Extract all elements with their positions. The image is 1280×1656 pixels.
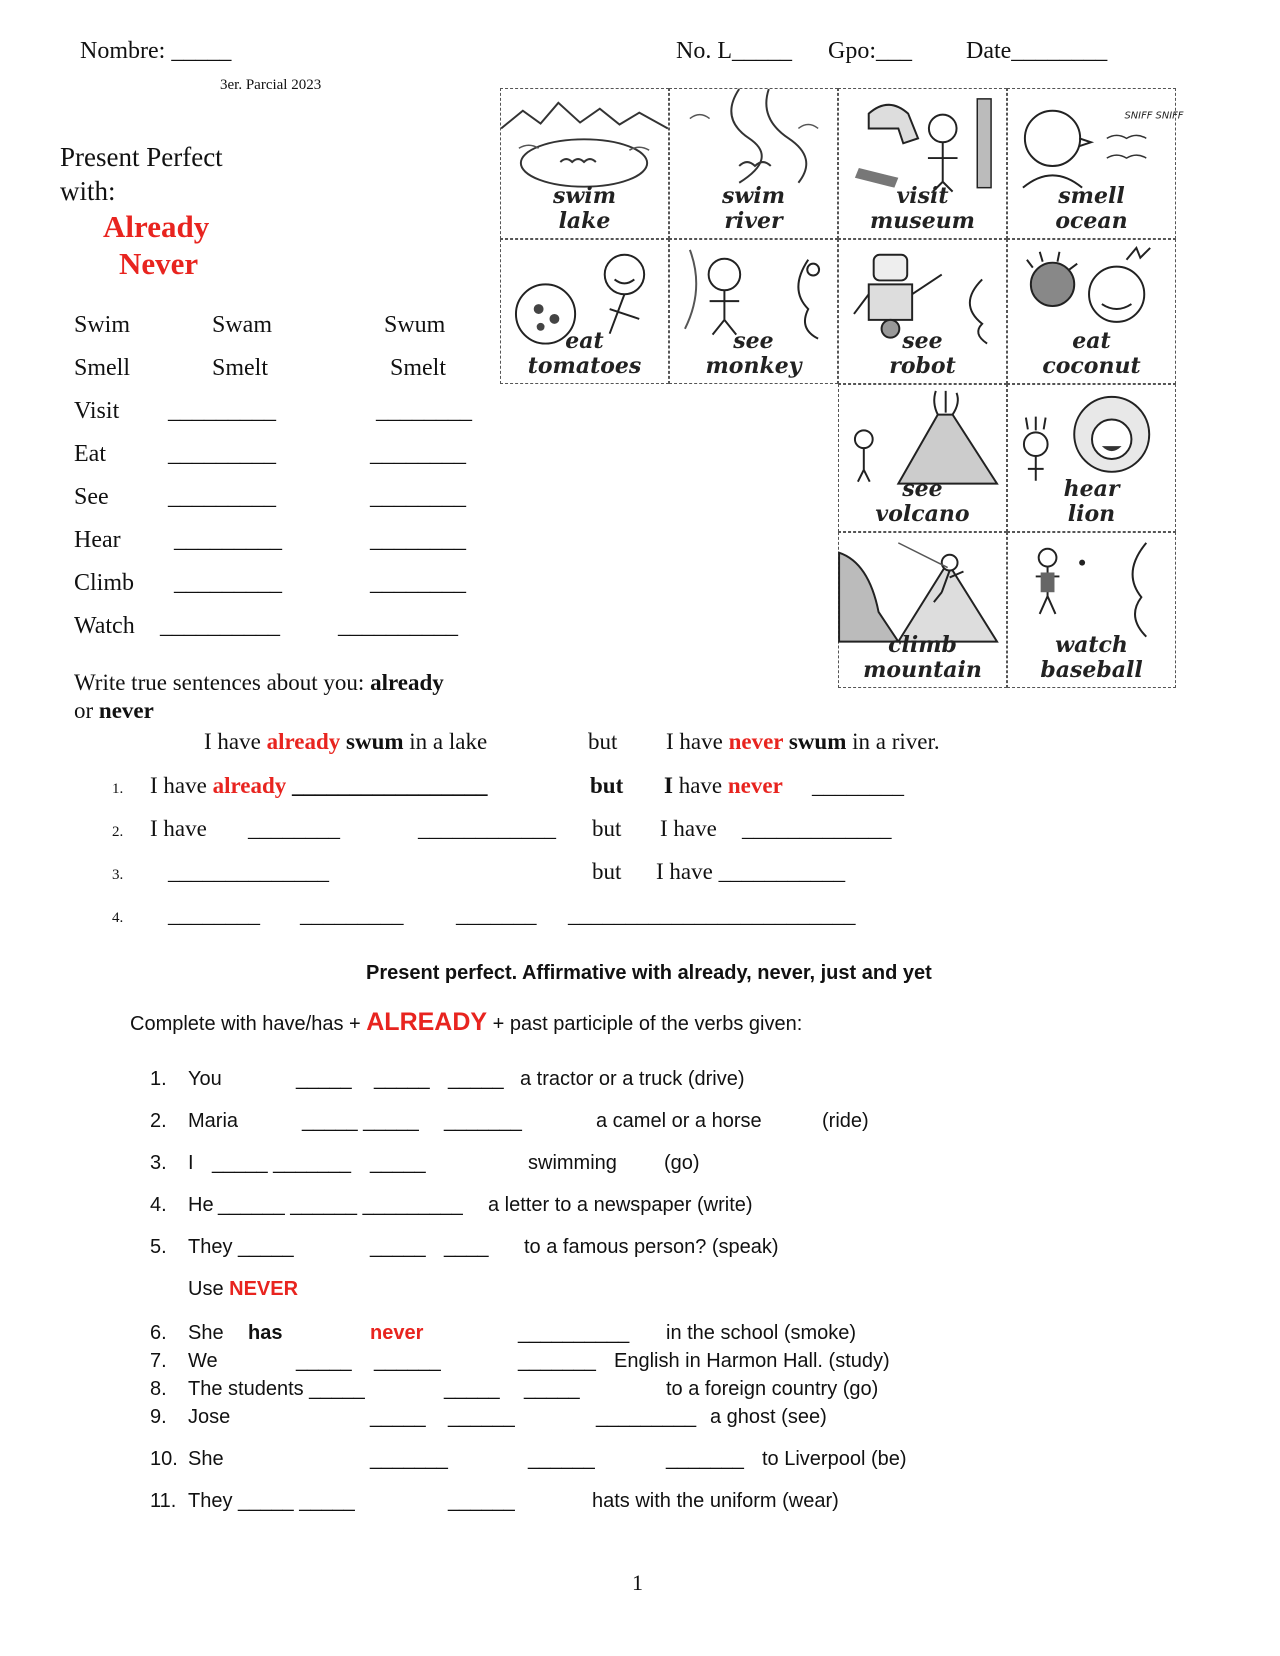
verb-participle: Swum bbox=[384, 312, 446, 338]
topic-title: Present Perfect bbox=[60, 142, 223, 172]
item-number: 11. bbox=[150, 1490, 177, 1512]
item-number: 4. bbox=[150, 1194, 167, 1216]
example-text: I have bbox=[666, 729, 729, 754]
item-rest: hats with the uniform (wear) bbox=[592, 1490, 839, 1512]
verb-past: Smelt bbox=[212, 355, 269, 381]
item-blank[interactable]: _____ bbox=[296, 1350, 352, 1372]
sentence-text: have bbox=[672, 773, 728, 798]
sentence-but: but bbox=[590, 773, 624, 798]
sentence-blank[interactable]: _____________ bbox=[742, 816, 892, 841]
name-field[interactable]: Nombre: _____ bbox=[80, 38, 232, 64]
verb-past-blank[interactable]: _________ bbox=[174, 527, 282, 553]
verb-base: Watch bbox=[74, 613, 135, 639]
item-number: 10. bbox=[150, 1448, 178, 1470]
item-number: 1. bbox=[150, 1068, 167, 1090]
caption-line2: volcano bbox=[875, 501, 970, 527]
example-already: already bbox=[266, 729, 341, 754]
sentences-instruction bbox=[74, 669, 494, 725]
item-subject: Maria bbox=[188, 1110, 239, 1132]
instruction-already: ALREADY bbox=[366, 1008, 488, 1036]
caption-line2: lion bbox=[1067, 501, 1116, 527]
item-blank[interactable]: _________ bbox=[596, 1406, 697, 1428]
verb-past-blank[interactable]: _________ bbox=[174, 570, 282, 596]
sentence-blank[interactable]: ____________ bbox=[418, 816, 556, 841]
item-rest: to Liverpool (be) bbox=[762, 1448, 907, 1470]
item-blank[interactable]: ______ bbox=[448, 1490, 515, 1512]
item-rest: to a famous person? (speak) bbox=[524, 1236, 779, 1258]
item-rest: in the school (smoke) bbox=[666, 1322, 857, 1344]
caption-line2: ocean bbox=[1055, 208, 1128, 234]
item-subject: I bbox=[188, 1152, 194, 1174]
date-field[interactable]: Date________ bbox=[966, 38, 1108, 64]
sentence-number: 2. bbox=[112, 824, 124, 840]
example-never: never bbox=[728, 729, 784, 754]
verb-base: Climb bbox=[74, 570, 135, 596]
verb-base: Eat bbox=[74, 441, 106, 467]
caption-line1: swim bbox=[553, 183, 616, 209]
verb-base: See bbox=[74, 484, 109, 510]
item-verb: (ride) bbox=[822, 1110, 869, 1132]
item-blank[interactable]: ______ bbox=[528, 1448, 595, 1470]
sentence-text: I have bbox=[150, 773, 213, 798]
item-never: never bbox=[370, 1322, 424, 1344]
sentence-already: already bbox=[212, 773, 287, 798]
item-subject: He bbox=[188, 1194, 214, 1216]
item-blank[interactable]: ____ bbox=[444, 1236, 489, 1258]
example-but: but bbox=[588, 729, 618, 754]
group-field[interactable]: Gpo:___ bbox=[828, 38, 912, 64]
sentence-blank[interactable]: _______ bbox=[456, 902, 537, 927]
caption-line1: see bbox=[902, 476, 943, 502]
caption-line2: lake bbox=[558, 208, 611, 234]
instruction-or: or bbox=[74, 698, 99, 723]
verb-past-blank[interactable]: _________ bbox=[168, 484, 276, 510]
item-rest: a tractor or a truck (drive) bbox=[520, 1068, 745, 1090]
verb-base: Visit bbox=[74, 398, 120, 424]
verb-past: Swam bbox=[212, 312, 272, 338]
item-subject: We bbox=[188, 1350, 218, 1372]
item-rest: to a foreign country (go) bbox=[666, 1378, 879, 1400]
item-blank[interactable]: _____ bbox=[374, 1068, 430, 1090]
sentence-text: I have ___________ bbox=[656, 859, 846, 884]
example-verb: swum bbox=[783, 729, 847, 754]
sentence-blank[interactable]: ________ bbox=[812, 773, 904, 798]
example-right bbox=[666, 729, 940, 755]
sentence-number: 1. bbox=[112, 781, 124, 797]
verb-participle: Smelt bbox=[390, 355, 447, 381]
sentence-number: 4. bbox=[112, 910, 124, 926]
sniff-sound-text: SNIFF SNIFF bbox=[1124, 110, 1184, 122]
picture-eat-coconut bbox=[1007, 239, 1176, 384]
verb-base: Smell bbox=[74, 355, 131, 381]
item-blank[interactable]: _____ bbox=[370, 1406, 426, 1428]
caption-line1: eat bbox=[1072, 328, 1111, 354]
picture-watch-baseball bbox=[1007, 532, 1176, 688]
verb-participle-blank[interactable]: ________ bbox=[376, 398, 472, 424]
verb-participle-blank[interactable]: ________ bbox=[370, 484, 466, 510]
picture-swim-river bbox=[669, 88, 838, 239]
item-blank[interactable]: _____ bbox=[370, 1236, 426, 1258]
item-subject: Jose bbox=[188, 1406, 231, 1428]
item-rest: a camel or a horse bbox=[596, 1110, 762, 1132]
verb-participle-blank[interactable]: __________ bbox=[338, 613, 458, 639]
caption-line1: watch bbox=[1055, 632, 1128, 658]
item-blank[interactable]: _______ bbox=[370, 1448, 448, 1470]
verb-base: Swim bbox=[74, 312, 131, 338]
item-number: 8. bbox=[150, 1378, 167, 1400]
example-left bbox=[204, 729, 487, 755]
picture-hear-lion bbox=[1007, 384, 1176, 532]
item-subject: They _____ _____ bbox=[188, 1490, 355, 1512]
sentence-blank[interactable]: ________ bbox=[248, 816, 340, 841]
sentence-blank[interactable]: _________________ bbox=[286, 773, 488, 798]
instruction-already: already bbox=[370, 670, 444, 695]
picture-see-robot bbox=[838, 239, 1007, 384]
item-rest: a letter to a newspaper (write) bbox=[488, 1194, 753, 1216]
example-text: in a lake bbox=[403, 729, 488, 754]
verb-past-blank[interactable]: _________ bbox=[168, 398, 276, 424]
caption-line2: mountain bbox=[863, 657, 982, 683]
item-rest: a ghost (see) bbox=[710, 1406, 827, 1428]
caption-line2: monkey bbox=[705, 353, 802, 379]
example-text: in a river. bbox=[846, 729, 940, 754]
item-blank[interactable]: _____ bbox=[524, 1378, 580, 1400]
sentence-blank[interactable]: _________ bbox=[300, 902, 404, 927]
topic-never: Never bbox=[119, 246, 199, 281]
item-number: 6. bbox=[150, 1322, 167, 1344]
sentence-but: but bbox=[592, 816, 622, 841]
caption-line1: see bbox=[902, 328, 943, 354]
verb-participle-blank[interactable]: ________ bbox=[370, 570, 466, 596]
item-subject: She bbox=[188, 1448, 224, 1470]
item-has: has bbox=[248, 1322, 283, 1344]
verb-past-blank[interactable]: _________ bbox=[168, 441, 276, 467]
use-never-label bbox=[188, 1278, 298, 1301]
caption-line2: baseball bbox=[1040, 657, 1143, 683]
item-subject: She bbox=[188, 1322, 224, 1344]
use-never: NEVER bbox=[229, 1278, 299, 1300]
verb-past-blank[interactable]: __________ bbox=[160, 613, 280, 639]
caption-line2: museum bbox=[870, 208, 975, 234]
caption-line1: visit bbox=[896, 183, 949, 209]
item-number: 7. bbox=[150, 1350, 167, 1372]
instruction-text: Write true sentences about you: bbox=[74, 670, 371, 695]
item-blank[interactable]: ______ bbox=[374, 1350, 441, 1372]
sentence-blank[interactable]: _________________________ bbox=[568, 902, 856, 927]
example-verb: swum bbox=[340, 729, 404, 754]
item-subject: You bbox=[188, 1068, 222, 1090]
item-blank[interactable]: _______ bbox=[666, 1448, 744, 1470]
page-number: 1 bbox=[632, 1570, 643, 1595]
caption-line1: swim bbox=[722, 183, 785, 209]
item-blank[interactable]: _______ bbox=[444, 1110, 522, 1132]
item-rest: swimming bbox=[528, 1152, 617, 1174]
exercise-instruction bbox=[130, 1008, 802, 1037]
list-number-field[interactable]: No. L_____ bbox=[676, 38, 792, 64]
sentence-text: I have bbox=[150, 816, 207, 841]
sentence-left bbox=[150, 773, 488, 799]
caption-line2: robot bbox=[889, 353, 956, 379]
item-blank[interactable]: _____ bbox=[448, 1068, 504, 1090]
partial-label: 3er. Parcial 2023 bbox=[220, 77, 322, 93]
topic-already: Already bbox=[103, 209, 210, 244]
verb-participle-blank[interactable]: ________ bbox=[370, 527, 466, 553]
caption-line1: eat bbox=[565, 328, 604, 354]
sentence-text: I have bbox=[660, 816, 717, 841]
item-blank[interactable]: _____ _______ bbox=[212, 1152, 352, 1174]
picture-swim-lake bbox=[500, 88, 669, 239]
item-blank[interactable]: _______ bbox=[518, 1350, 596, 1372]
sentence-number: 3. bbox=[112, 867, 124, 883]
item-blank[interactable]: _____ bbox=[296, 1068, 352, 1090]
picture-smell-ocean bbox=[1007, 88, 1184, 239]
verb-participle-blank[interactable]: ________ bbox=[370, 441, 466, 467]
verb-base: Hear bbox=[74, 527, 121, 553]
example-text: I have bbox=[204, 729, 267, 754]
caption-line1: see bbox=[733, 328, 774, 354]
sentence-but: but bbox=[592, 859, 622, 884]
picture-eat-tomatoes bbox=[500, 239, 669, 384]
use-text: Use bbox=[188, 1278, 230, 1300]
item-subject: They _____ bbox=[188, 1236, 294, 1258]
sentence-text: I bbox=[664, 773, 673, 798]
item-blank[interactable]: ______ bbox=[448, 1406, 515, 1428]
item-number: 2. bbox=[150, 1110, 167, 1132]
item-blank[interactable]: ______ ______ _________ bbox=[218, 1194, 463, 1216]
picture-visit-museum bbox=[838, 88, 1007, 239]
caption-line1: climb bbox=[888, 632, 957, 658]
item-number: 3. bbox=[150, 1152, 167, 1174]
instruction-never: never bbox=[98, 698, 154, 723]
sentence-right bbox=[664, 773, 783, 799]
caption-line2: tomatoes bbox=[527, 353, 642, 379]
sentence-blank[interactable]: ________ bbox=[168, 902, 260, 927]
item-blank[interactable]: _____ bbox=[444, 1378, 500, 1400]
item-verb: (go) bbox=[664, 1152, 700, 1174]
picture-see-volcano bbox=[838, 384, 1007, 532]
item-blank[interactable]: __________ bbox=[518, 1322, 630, 1344]
topic-with: with: bbox=[60, 176, 116, 206]
item-number: 5. bbox=[150, 1236, 167, 1258]
caption-line2: coconut bbox=[1042, 353, 1141, 379]
picture-see-monkey bbox=[669, 239, 838, 384]
item-blank[interactable]: _____ _____ bbox=[302, 1110, 419, 1132]
picture-grid bbox=[500, 88, 1184, 688]
picture-climb-mountain bbox=[838, 532, 1007, 688]
caption-line2: river bbox=[724, 208, 783, 234]
item-subject: The students _____ bbox=[188, 1378, 365, 1400]
item-blank[interactable]: _____ bbox=[370, 1152, 426, 1174]
item-number: 9. bbox=[150, 1406, 167, 1428]
caption-line1: hear bbox=[1063, 476, 1120, 502]
instruction-text: + past participle of the verbs given: bbox=[487, 1013, 803, 1035]
item-rest: English in Harmon Hall. (study) bbox=[614, 1350, 890, 1372]
sentence-blank[interactable]: ______________ bbox=[168, 859, 329, 884]
instruction-text: Complete with have/has + bbox=[130, 1013, 367, 1035]
exercise-title: Present perfect. Affirmative with already, never, just and yet bbox=[366, 962, 932, 984]
caption-line1: smell bbox=[1058, 183, 1125, 209]
sentence-never: never bbox=[727, 773, 783, 798]
